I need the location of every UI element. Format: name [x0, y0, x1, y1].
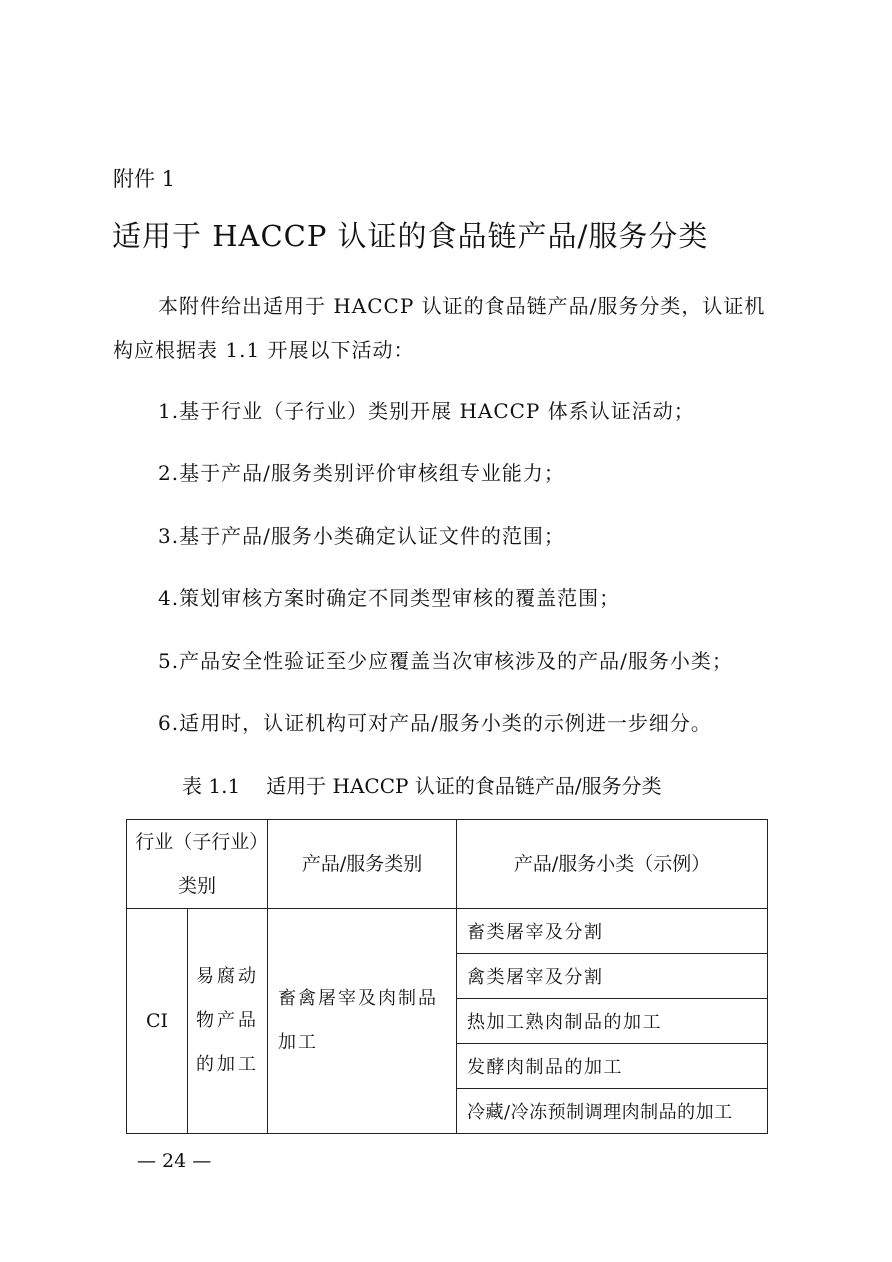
- subcategory-item: 热加工熟肉制品的加工: [457, 999, 768, 1044]
- classification-table: [126, 819, 768, 1134]
- header-subcategory: 产品/服务小类（示例）: [457, 820, 768, 909]
- intro-paragraph: 本附件给出适用于 HACCP 认证的食品链产品/服务分类，认证机构应根据表 1.1 开展以下活动：: [113, 294, 766, 362]
- subcategory-item: 冷藏/冷冻预制调理肉制品的加工: [457, 1089, 768, 1134]
- subcategory-item: 禽类屠宰及分割: [457, 954, 768, 999]
- table-caption: [182, 770, 662, 799]
- document-title: 适用于 HACCP 认证的食品链产品/服务分类: [112, 219, 709, 253]
- activity-item-4: 4.策划审核方案时确定不同类型审核的覆盖范围；: [158, 586, 621, 610]
- table-header-row: [127, 820, 768, 909]
- activity-item-3: 3.基于产品/服务小类确定认证文件的范围；: [158, 524, 565, 548]
- industry-name: 易腐动物产品的加工: [188, 909, 268, 1134]
- table-row: [127, 909, 768, 954]
- table-caption-title: 适用于 HACCP 认证的食品链产品/服务分类: [266, 774, 662, 798]
- activity-item-5: 5.产品安全性验证至少应覆盖当次审核涉及的产品/服务小类；: [158, 649, 733, 673]
- activity-item-1: 1.基于行业（子行业）类别开展 HACCP 体系认证活动；: [158, 399, 695, 423]
- subcategory-item: 发酵肉制品的加工: [457, 1044, 768, 1089]
- activity-item-6: 6.适用时，认证机构可对产品/服务小类的示例进一步细分。: [158, 711, 712, 735]
- table-caption-number: 表 1.1: [182, 774, 241, 798]
- category-name: 畜禽屠宰及肉制品加工: [268, 909, 457, 1134]
- attachment-label: 附件 1: [113, 167, 176, 191]
- subcategory-item: 畜类屠宰及分割: [457, 909, 768, 954]
- activity-item-2: 2.基于产品/服务类别评价审核组专业能力；: [158, 461, 565, 485]
- page-number: — 24 —: [137, 1150, 212, 1172]
- header-industry: 行业（子行业）类别: [127, 820, 268, 909]
- header-category: 产品/服务类别: [268, 820, 457, 909]
- industry-code: CI: [127, 909, 188, 1134]
